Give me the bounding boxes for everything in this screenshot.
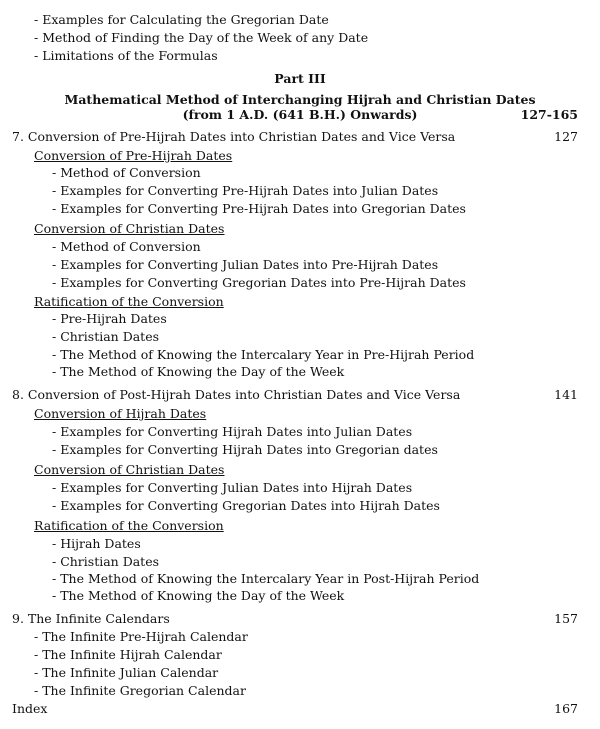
toc-item: - The Method of Knowing the Intercalary Year in Post-Hijrah Period (52, 571, 480, 586)
section-heading: Ratification of the Conversion (34, 294, 224, 309)
toc-item: - The Method of Knowing the Day of the Week (52, 364, 345, 379)
toc-item: - The Infinite Pre-Hijrah Calendar (34, 629, 248, 644)
section-heading: Conversion of Pre-Hijrah Dates (34, 148, 233, 163)
toc-item: - Examples for Converting Julian Dates into Hijrah Dates (52, 480, 413, 495)
index-page: 167 (554, 701, 578, 716)
toc-item: - Examples for Converting Gregorian Dates into Hijrah Dates (52, 498, 440, 513)
section-heading: Conversion of Christian Dates (34, 221, 225, 236)
chapter-8-page: 141 (554, 387, 578, 402)
index-label: Index (12, 701, 48, 716)
toc-item: - Examples for Calculating the Gregorian Date (34, 12, 329, 27)
toc-item: - The Infinite Gregorian Calendar (34, 683, 246, 698)
toc-item: - Examples for Converting Julian Dates into Pre-Hijrah Dates (52, 257, 439, 272)
chapter-7-title: 7. Conversion of Pre-Hijrah Dates into Christian Dates and Vice Versa (12, 129, 456, 144)
toc-item: - Christian Dates (52, 554, 160, 569)
toc-item: - Hijrah Dates (52, 536, 141, 551)
toc-item: - Christian Dates (52, 329, 160, 344)
section-heading: Ratification of the Conversion (34, 518, 224, 533)
part-label: Part III (274, 71, 326, 86)
toc-item: - Method of Conversion (52, 239, 201, 254)
toc-item: - Examples for Converting Hijrah Dates into Julian Dates (52, 424, 413, 439)
part-subtitle: (from 1 A.D. (641 B.H.) Onwards) (182, 107, 418, 122)
chapter-8-title: 8. Conversion of Post-Hijrah Dates into Christian Dates and Vice Versa (12, 387, 461, 402)
toc-item: - Examples for Converting Pre-Hijrah Dates into Gregorian Dates (52, 201, 466, 216)
toc-item: - The Infinite Julian Calendar (34, 665, 219, 680)
chapter-9-title: 9. The Infinite Calendars (12, 611, 170, 626)
toc-item: - Examples for Converting Gregorian Dates into Pre-Hijrah Dates (52, 275, 466, 290)
toc-item: - Examples for Converting Hijrah Dates into Gregorian dates (52, 442, 438, 457)
toc-item: - The Infinite Hijrah Calendar (34, 647, 222, 662)
part-page-range: 127-165 (520, 107, 578, 122)
toc-item: - Examples for Converting Pre-Hijrah Dates into Julian Dates (52, 183, 439, 198)
toc-item: - Pre-Hijrah Dates (52, 311, 167, 326)
section-heading: Conversion of Hijrah Dates (34, 406, 207, 421)
toc-item: - The Method of Knowing the Day of the Week (52, 588, 345, 603)
toc-item: - Limitations of the Formulas (34, 48, 218, 63)
toc-item: - Method of Conversion (52, 165, 201, 180)
toc-item: - The Method of Knowing the Intercalary Year in Pre-Hijrah Period (52, 347, 475, 362)
section-heading: Conversion of Christian Dates (34, 462, 225, 477)
chapter-7-page: 127 (554, 129, 578, 144)
part-title: Mathematical Method of Interchanging Hijrah and Christian Dates (64, 92, 536, 107)
chapter-9-page: 157 (554, 611, 578, 626)
toc-item: - Method of Finding the Day of the Week of any Date (34, 30, 369, 45)
